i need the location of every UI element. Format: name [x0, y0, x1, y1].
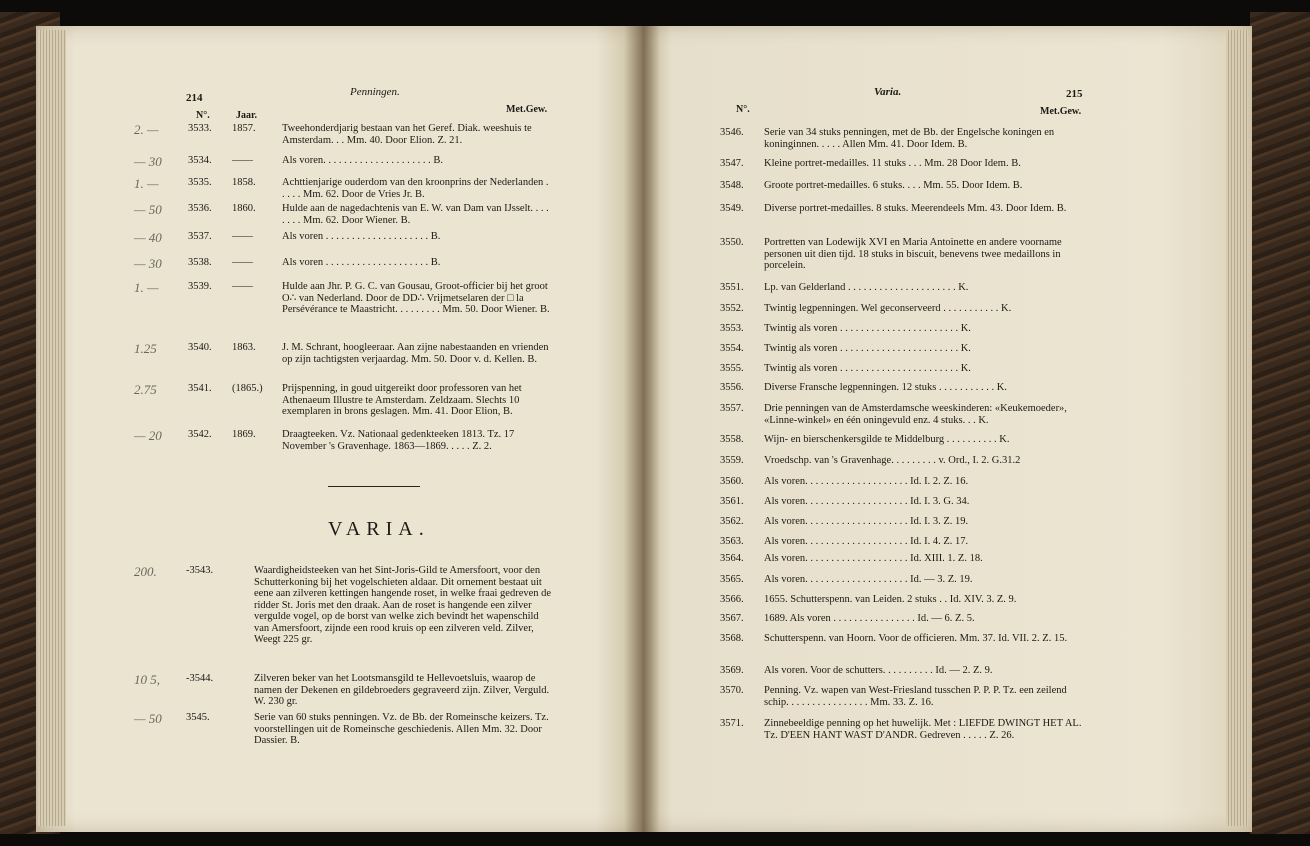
entry-description: Als voren . . . . . . . . . . . . . . . . . . . . B. [282, 231, 441, 242]
entry-description: Twintig legpenningen. Wel geconserveerd . . . . . . . . . . . K. [764, 303, 1012, 314]
pencil-price: — 40 [134, 230, 162, 245]
left-page-number: 214 [186, 92, 203, 104]
entry-number: 3558. [720, 434, 744, 445]
entry-description: Portretten van Lodewijk XVI en Maria Antoinette en andere voorname personen uit dien tijd. 18 stuks in biscuit, benevens twee medaillons in porcelein. [764, 237, 1062, 271]
entry-number: 3556. [720, 382, 744, 393]
entry-description: Diverse portret-medailles. 8 stuks. Meerendeels Mm. 43. Door Idem. B. [764, 203, 1067, 214]
entry-description: Als voren . . . . . . . . . . . . . . . . . . . . B. [282, 257, 441, 268]
entry-description: Tweehonderdjarig bestaan van het Geref. Diak. weeshuis te Amsterdam. . . Mm. 40. Door Elion. Z. 21. [282, 123, 532, 146]
entry-description: Hulde aan Jhr. P. G. C. van Gousau, Groot-officier bij het groot O∴ van Nederland. Door de DD∴ Vrijmetselaren der □ la Persévérance te Maastricht. . . . . . . . . Mm. 50. Door Wiener. B. [282, 281, 550, 315]
entry-description: Lp. van Gelderland . . . . . . . . . . . . . . . . . . . . . K. [764, 282, 969, 293]
entry-number: 3570. [720, 685, 744, 696]
entry-description: Diverse Fransche legpenningen. 12 stuks . . . . . . . . . . . K. [764, 382, 1007, 393]
entry-number: -3543. [186, 565, 214, 576]
entry-description: Twintig als voren . . . . . . . . . . . . . . . . . . . . . . . K. [764, 363, 971, 374]
pencil-price: 1. — [134, 280, 159, 295]
entry-description: 1689. Als voren . . . . . . . . . . . . . . . . Id. — 6. Z. 5. [764, 613, 975, 624]
entry-number: 3545. [186, 712, 210, 723]
entry-description: Zilveren beker van het Lootsmansgild te Hellevoetsluis, waarop de namen der Dekenen en gildebroeders gegraveerd zijn. Zilver, Verguld. W. 230 gr. [254, 673, 550, 707]
left-col-year: Jaar. [236, 110, 258, 121]
entry-number: 3538. [188, 257, 212, 268]
entry-number: 3567. [720, 613, 744, 624]
entry-number: 3562. [720, 516, 744, 527]
entry-number: 3555. [720, 363, 744, 374]
entry-year: 1860. [232, 203, 256, 214]
entry-year: 1869. [232, 429, 256, 440]
entry-description: Serie van 34 stuks penningen, met de Bb. der Engelsche koningen en koninginnen. . . . . Allen Mm. 41. Door Idem. B. [764, 127, 1055, 150]
entry-number: 3553. [720, 323, 744, 334]
right-col-no: N°. [736, 104, 750, 115]
entry-description: Als voren. . . . . . . . . . . . . . . . . . . . Id. I. 3. Z. 19. [764, 516, 969, 527]
entry-number: 3568. [720, 633, 744, 644]
entry-description: Als voren. . . . . . . . . . . . . . . . . . . . Id. I. 4. Z. 17. [764, 536, 969, 547]
entry-description: Serie van 60 stuks penningen. Vz. de Bb. der Romeinsche keizers. Tz. voorstellingen uit de Romeinsche geschiedenis. Allen Mm. 32. Door Dassier. B. [254, 712, 549, 746]
entry-description: Als voren. . . . . . . . . . . . . . . . . . . . Id. I. 2. Z. 16. [764, 476, 969, 487]
entry-description: Als voren. Voor de schutters. . . . . . . . . . Id. — 2. Z. 9. [764, 665, 993, 676]
section-divider [328, 486, 420, 487]
right-running-head: Varia. [874, 86, 902, 98]
entry-description: Kleine portret-medailles. 11 stuks . . . Mm. 28 Door Idem. B. [764, 158, 1021, 169]
entry-number: 3551. [720, 282, 744, 293]
pencil-price: — 20 [134, 428, 162, 443]
entry-description: Als voren. . . . . . . . . . . . . . . . . . . . Id. XIII. 1. Z. 18. [764, 553, 983, 564]
entry-description: Twintig als voren . . . . . . . . . . . . . . . . . . . . . . . K. [764, 323, 971, 334]
pencil-price: 1. — [134, 176, 159, 191]
right-page-edges [1226, 30, 1248, 826]
pencil-price: 2.75 [134, 382, 157, 397]
pencil-price: 2. — [134, 122, 159, 137]
entry-number: 3546. [720, 127, 744, 138]
entry-description: Prijspenning, in goud uitgereikt door professoren van het Athenaeum Illustre te Amsterdam. Zeldzaam. Slechts 10 exemplaren in brons geslagen. Mm. 41. Door Elion, B. [282, 383, 522, 417]
entry-year: 1863. [232, 342, 256, 353]
entry-description: Groote portret-medailles. 6 stuks. . . . Mm. 55. Door Idem. B. [764, 180, 1023, 191]
entry-year: —— [232, 281, 253, 292]
entry-number: 3536. [188, 203, 212, 214]
pencil-price: 200. [134, 564, 157, 579]
entry-number: 3539. [188, 281, 212, 292]
entry-number: 3561. [720, 496, 744, 507]
entry-description: Wijn- en bierschenkersgilde te Middelburg . . . . . . . . . . K. [764, 434, 1010, 445]
entry-description: Vroedschp. van 's Gravenhage. . . . . . . . . v. Ord., I. 2. G.31.2 [764, 455, 1021, 466]
entry-number: 3534. [188, 155, 212, 166]
entry-number: 3533. [188, 123, 212, 134]
entry-number: 3563. [720, 536, 744, 547]
entry-year: —— [232, 155, 253, 166]
entry-number: 3550. [720, 237, 744, 248]
entry-description: Twintig als voren . . . . . . . . . . . . . . . . . . . . . . . K. [764, 343, 971, 354]
entry-number: 3549. [720, 203, 744, 214]
entry-number: 3559. [720, 455, 744, 466]
entry-number: 3535. [188, 177, 212, 188]
entry-description: Draagteeken. Vz. Nationaal gedenkteeken 1813. Tz. 17 November 's Gravenhage. 1863—1869. . . . . Z. 2. [282, 429, 515, 452]
entry-number: 3547. [720, 158, 744, 169]
entry-description: Drie penningen van de Amsterdamsche weeskinderen: «Keukemoeder», «Linne-winkel» en één oningevuld enz. 4 stuks. . . K. [764, 403, 1067, 426]
entry-description: 1655. Schutterspenn. van Leiden. 2 stuks . . Id. XIV. 3. Z. 9. [764, 594, 1017, 605]
right-page-number: 215 [1066, 88, 1083, 100]
left-col-metgew: Met.Gew. [506, 104, 548, 115]
pencil-price: — 50 [134, 202, 162, 217]
entry-description: J. M. Schrant, hoogleeraar. Aan zijne nabestaanden en vrienden op zijn tachtigsten verjaardag. Mm. 50. Door v. d. Kellen. B. [282, 342, 549, 365]
pencil-price: — 30 [134, 154, 162, 169]
pencil-price: 10 5, [134, 672, 160, 687]
entry-number: 3564. [720, 553, 744, 564]
entry-number: 3540. [188, 342, 212, 353]
entry-description: Zinnebeeldige penning op het huwelijk. Met : LIEFDE DWINGT HET AL. Tz. D'EEN HANT WAST D'ANDR. Gedreven . . . . . Z. 26. [764, 718, 1082, 741]
entry-description: Als voren. . . . . . . . . . . . . . . . . . . . . B. [282, 155, 443, 166]
entry-number: 3537. [188, 231, 212, 242]
pencil-price: 1.25 [134, 341, 157, 356]
entry-number: -3544. [186, 673, 214, 684]
entry-number: 3557. [720, 403, 744, 414]
right-col-metgew: Met.Gew. [1040, 106, 1082, 117]
entry-number: 3560. [720, 476, 744, 487]
entry-year: (1865.) [232, 383, 263, 394]
pencil-price: — 50 [134, 711, 162, 726]
pencil-price: — 30 [134, 256, 162, 271]
right-cover-edge [1250, 12, 1310, 834]
left-col-no: N°. [196, 110, 210, 121]
entry-year: —— [232, 231, 253, 242]
book-gutter [624, 26, 660, 832]
entry-description: Schutterspenn. van Hoorn. Voor de officieren. Mm. 37. Id. VII. 2. Z. 15. [764, 633, 1068, 644]
entry-number: 3566. [720, 594, 744, 605]
entry-number: 3571. [720, 718, 744, 729]
entry-number: 3552. [720, 303, 744, 314]
entry-description: Als voren. . . . . . . . . . . . . . . . . . . . Id. I. 3. G. 34. [764, 496, 970, 507]
entry-year: 1857. [232, 123, 256, 134]
entry-number: 3542. [188, 429, 212, 440]
entry-year: —— [232, 257, 253, 268]
entry-description: Waardigheidsteeken van het Sint-Joris-Gild te Amersfoort, voor den Schutterkoning bij het vogelschieten aldaar. Dit ornement bestaat uit eene aan zilveren kettingen hangende roset, in welke fraai gedreven de ridder St. Joris met den draak. Aan de roset is hangende een zilver vergulde vogel, op de borst van welke zich bevindt het wapenschild van Amersfoort, zijnde een rood kruis op een zilveren veld. Zilver, Weegt 225 gr. [254, 565, 552, 645]
entry-number: 3554. [720, 343, 744, 354]
entry-number: 3565. [720, 574, 744, 585]
entry-description: Als voren. . . . . . . . . . . . . . . . . . . . Id. — 3. Z. 19. [764, 574, 973, 585]
entry-number: 3548. [720, 180, 744, 191]
left-page-edges [38, 30, 66, 826]
entry-number: 3541. [188, 383, 212, 394]
varia-title: VARIA. [328, 518, 430, 540]
entry-year: 1858. [232, 177, 256, 188]
entry-description: Achttienjarige ouderdom van den kroonprins der Nederlanden . . . . . Mm. 62. Door de Vries Jr. B. [282, 177, 549, 200]
left-running-head: Penningen. [350, 86, 400, 98]
entry-number: 3569. [720, 665, 744, 676]
entry-description: Penning. Vz. wapen van West-Friesland tusschen P. P. P. Tz. een zeilend schip. . . . . . . . . . . . . . . . Mm. 33. Z. 16. [764, 685, 1067, 708]
entry-description: Hulde aan de nagedachtenis van E. W. van Dam van IJsselt. . . . . . . . Mm. 62. Door Wiener. B. [282, 203, 549, 226]
